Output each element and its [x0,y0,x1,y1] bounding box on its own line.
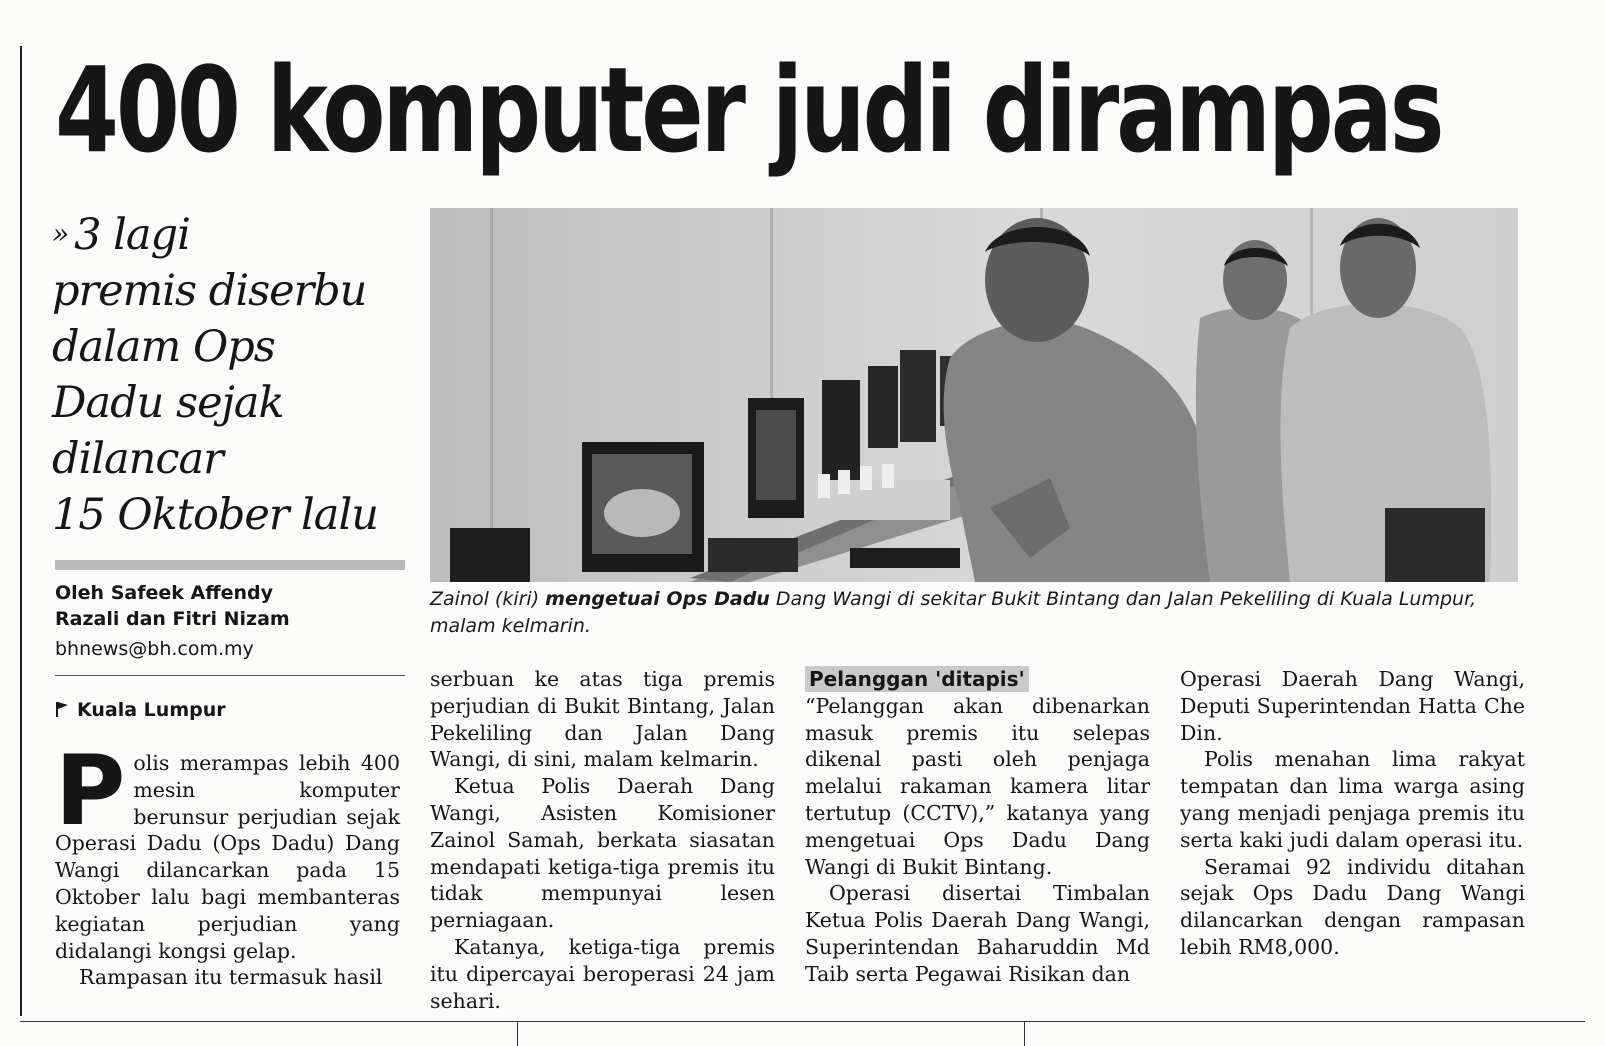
article-paragraph: Operasi disertai Timbalan Ketua Polis Daerah Dang Wangi, Superintendan Baharuddin Md Taib serta Pegawai Risikan dan [805,881,1150,986]
news-photo [430,208,1518,582]
kicker [52,206,412,543]
kicker-divider [55,560,405,570]
article-paragraph: Katanya, ketiga-tiga premis itu dipercayai beroperasi 24 jam sehari. [430,934,775,1013]
kicker-line: Dadu sejak [52,378,284,428]
photo-illustration [430,208,1518,582]
dateline-text: Kuala Lumpur [77,699,226,721]
kicker-line: premis diserbu [52,266,367,316]
author-email: bhnews@bh.com.my [55,638,254,660]
article-paragraph: Rampasan itu termasuk hasil [79,965,383,990]
caption-emphasis: mengetuai Ops Dadu [545,588,770,610]
kicker-line: dalam Ops [52,322,275,372]
article-paragraph: Polis merampas lebih 400 mesin komputer berunsur perjudian sejak Operasi Dadu (Ops Dadu) Dang Wangi dilancarkan pada 15 Oktober lalu bagi membanteras kegiatan perjudian yang didalangi kongsi gelap. [55,735,400,963]
dateline [55,697,226,723]
photo-caption: Zainol (kiri) mengetuai Ops Dadu Dang Wangi di sekitar Bukit Bintang dan Jalan Pekeliling di Kuala Lumpur, malam kelmarin. [430,588,1477,637]
article-paragraph: serbuan ke atas tiga premis perjudian di Bukit Bintang, Jalan Pekeliling dan Jalan Dang Wangi, di sini, malam kelmarin. [430,667,775,772]
flag-icon [55,701,69,717]
article-paragraph: “Pelanggan akan dibenarkan masuk premis itu selepas dikenal pasti oleh penjaga melalui rakaman kamera litar tertutup (CCTV),” katanya yang mengetuai Ops Dadu Dang Wangi di Bukit Bintang. [805,693,1150,879]
article-paragraph: Seramai 92 individu ditahan sejak Ops Dadu Dang Wangi dilancarkan dengan rampasan lebih RM8,000. [1180,854,1525,959]
byline [55,580,405,632]
article-column-2 [430,666,775,1014]
article-paragraph: Ketua Polis Daerah Dang Wangi, Asisten Komisioner Zainol Samah, berkata siasatan mendapati ketiga-tiga premis itu tidak mempunyai lesen perniagaan. [430,774,775,933]
byline-line: Oleh Safeek Affendy [55,582,273,604]
article-column-1 [55,735,400,991]
bottom-column-tick [1024,1021,1025,1046]
article-column-3 [805,666,1150,988]
byline-line: Razali dan Fitri Nizam [55,608,290,630]
article-paragraph: Polis menahan lima rakyat tempatan dan lima warga asing yang menjadi penjaga premis itu serta kaki judi dalam operasi itu. [1180,747,1525,852]
subheading: Pelanggan 'ditapis' [805,666,1029,692]
article-paragraph: Operasi Daerah Dang Wangi, Deputi Superintendan Hatta Che Din. [1180,667,1525,745]
bottom-column-tick [517,1021,518,1046]
kicker-quote-mark: » [52,217,69,250]
kicker-line: 15 Oktober lalu [52,490,378,540]
kicker-line: » 3 lagi [52,210,190,260]
left-column-rule [20,46,22,1016]
kicker-line: dilancar [52,434,223,484]
article-column-4 [1180,666,1525,961]
byline-divider [55,675,405,676]
headline: 400 komputer judi dirampas [55,41,1442,179]
bottom-rule [20,1021,1585,1022]
drop-cap: P [55,735,126,847]
